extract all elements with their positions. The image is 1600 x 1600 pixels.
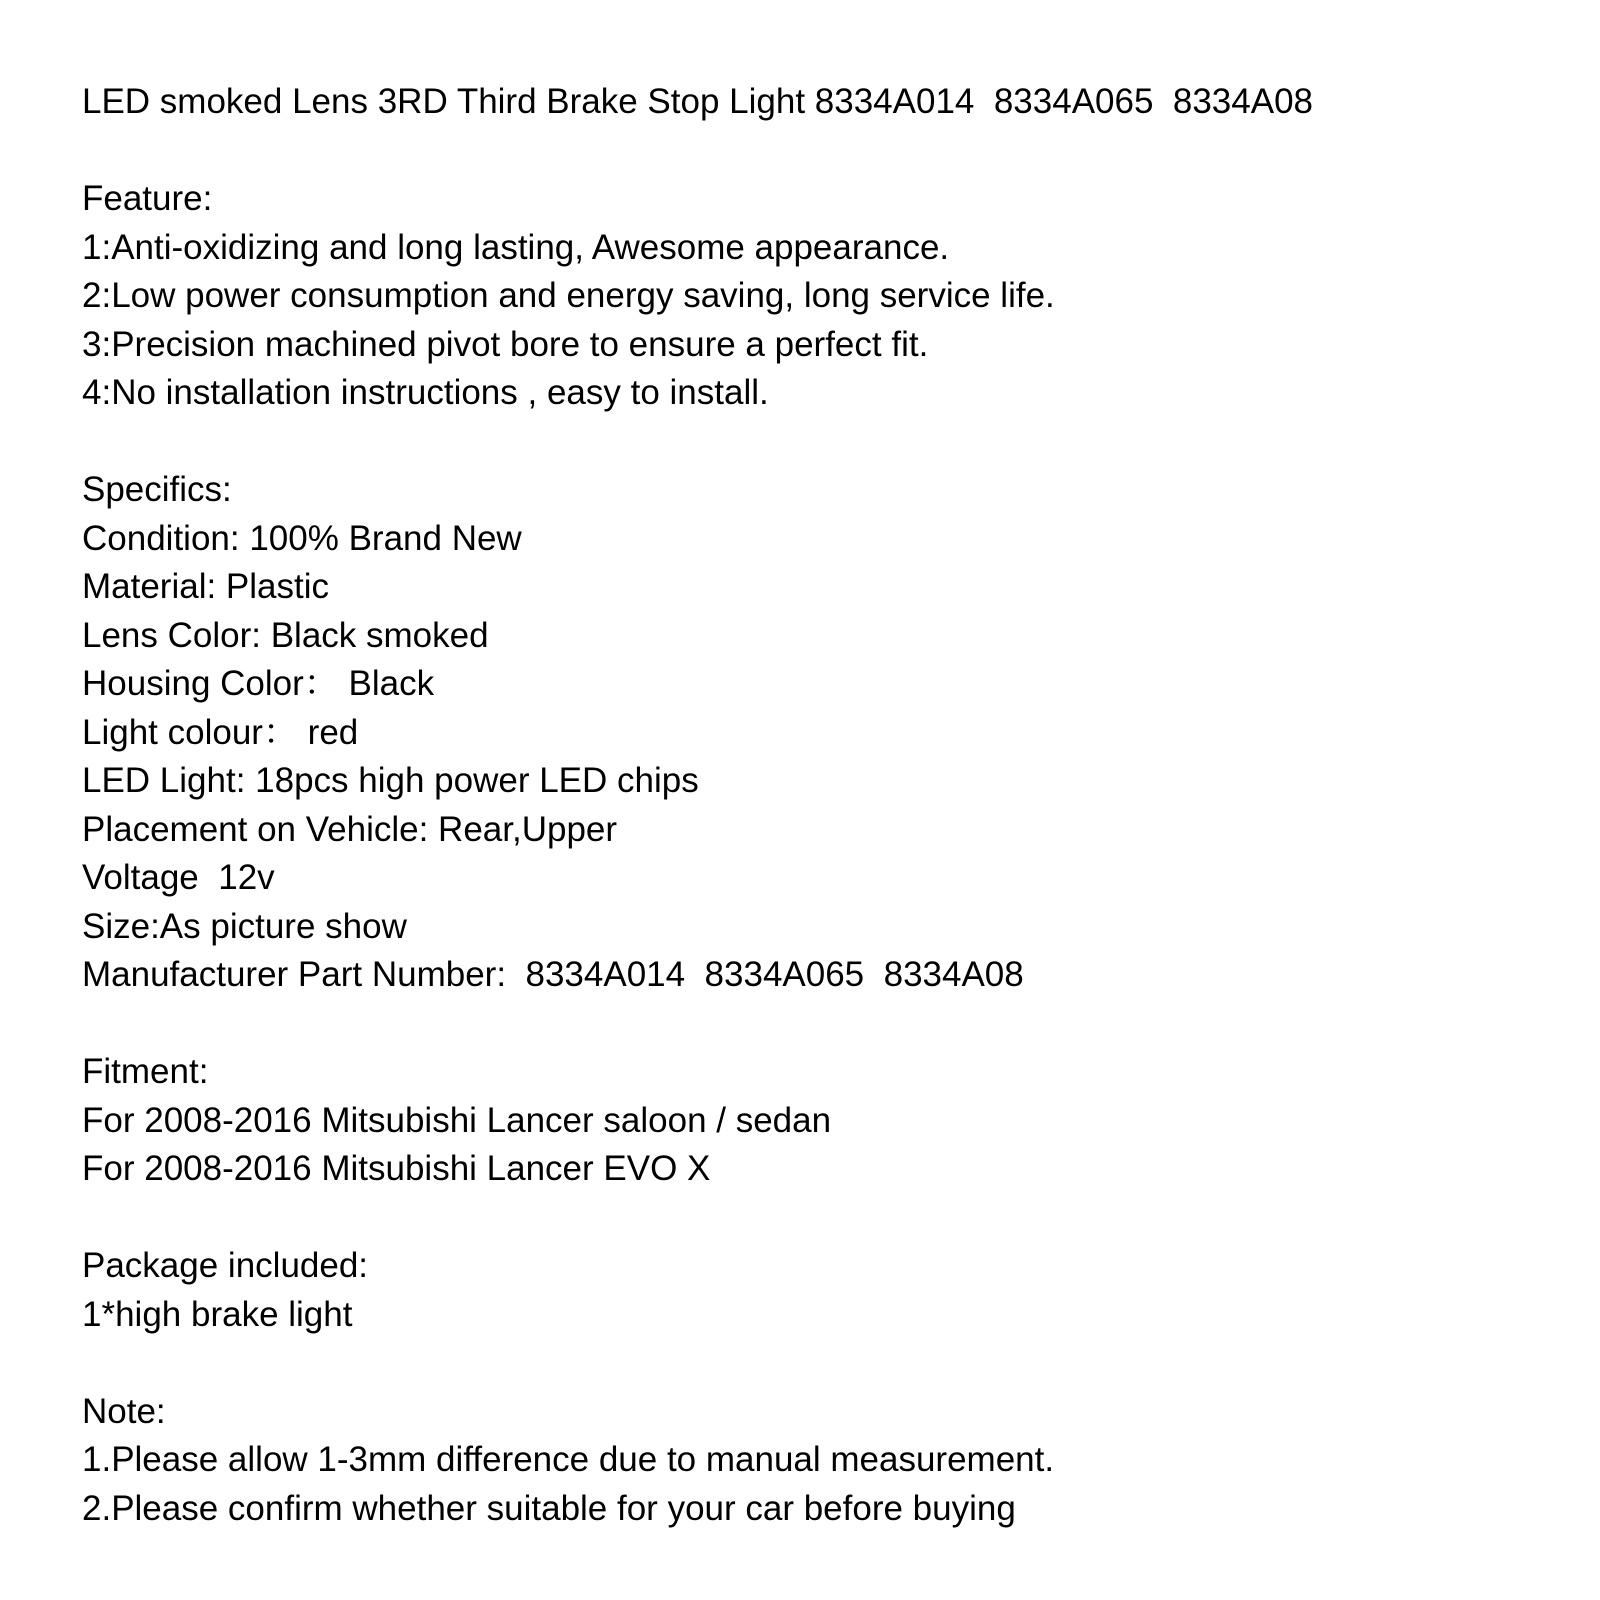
specifics-item: Lens Color: Black smoked xyxy=(82,615,489,655)
spacer xyxy=(82,1000,1572,1049)
spacer xyxy=(82,1339,1572,1388)
specifics-item: Size:As picture show xyxy=(82,906,407,946)
specifics-item: Light colour： red xyxy=(82,712,359,752)
spacer xyxy=(82,127,1572,176)
specifics-item: Placement on Vehicle: Rear,Upper xyxy=(82,809,618,849)
product-title: LED smoked Lens 3RD Third Brake Stop Light 8334A014 8334A065 8334A08 xyxy=(82,82,1314,121)
specifics-item: Condition: 100% Brand New xyxy=(82,518,522,558)
package-heading: Package included: xyxy=(82,1246,369,1285)
specifics-item: Housing Color： Black xyxy=(82,664,435,703)
note-item: 1.Please allow 1-3mm difference due to manual measurement. xyxy=(82,1440,1055,1479)
feature-item: 1:Anti-oxidizing and long lasting, Awesome appearance. xyxy=(82,227,950,267)
feature-item: 4:No installation instructions , easy to install. xyxy=(82,373,769,412)
package-item: 1*high brake light xyxy=(82,1294,353,1334)
fitment-item: For 2008-2016 Mitsubishi Lancer saloon / sedan xyxy=(82,1100,832,1140)
specifics-item: LED Light: 18pcs high power LED chips xyxy=(82,761,699,800)
spacer xyxy=(82,1194,1572,1243)
spacer xyxy=(82,418,1572,467)
specifics-heading: Specifics: xyxy=(82,470,232,509)
feature-item: 3:Precision machined pivot bore to ensure a perfect fit. xyxy=(82,324,929,364)
specifics-item: Manufacturer Part Number: 8334A014 8334A065 8334A08 xyxy=(82,955,1024,994)
fitment-heading: Fitment: xyxy=(82,1052,209,1091)
note-heading: Note: xyxy=(82,1391,166,1431)
feature-heading: Feature: xyxy=(82,179,213,218)
fitment-item: For 2008-2016 Mitsubishi Lancer EVO X xyxy=(82,1149,711,1188)
note-item: 2.Please confirm whether suitable for your car before buying xyxy=(82,1488,1016,1528)
feature-item: 2:Low power consumption and energy saving, long service life. xyxy=(82,276,1055,315)
product-description xyxy=(82,78,1572,1533)
specifics-item: Voltage 12v xyxy=(82,858,275,897)
specifics-item: Material: Plastic xyxy=(82,567,330,606)
